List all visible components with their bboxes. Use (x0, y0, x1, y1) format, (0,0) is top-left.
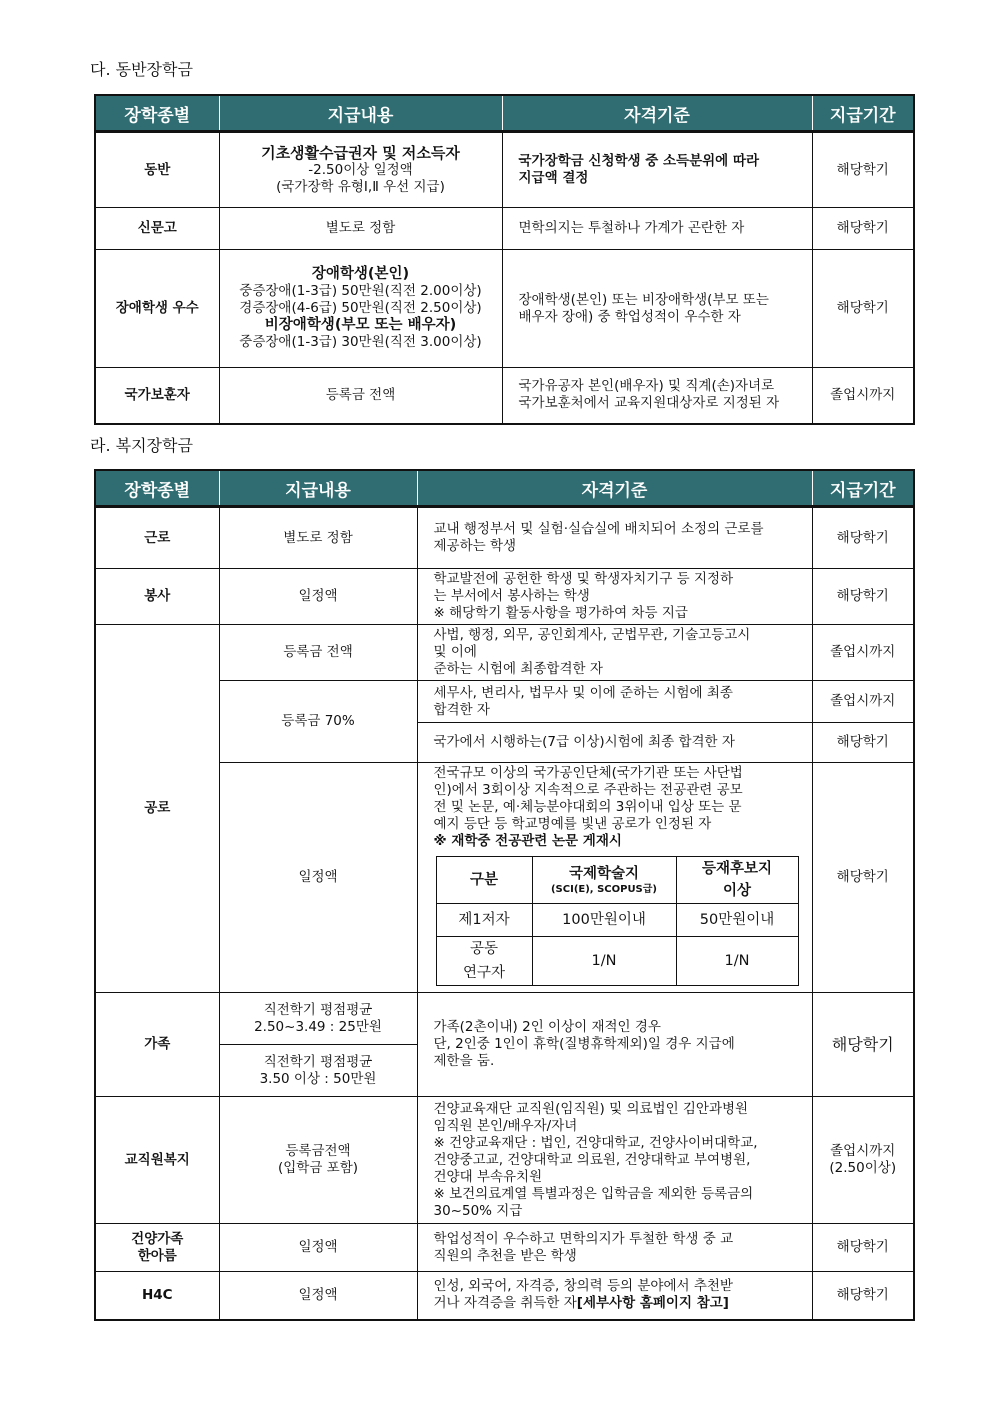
table-row (95, 569, 914, 625)
kind-cell: 신문고 (95, 208, 219, 250)
period-cell: 해당학기 (812, 507, 914, 569)
period-cell: 해당학기 (812, 993, 914, 1097)
inner-header-candidate-journal: 등재후보지 이상 (676, 857, 798, 904)
inner-header-intl-journal: 국제학술지 (SCI(E), SCOPUS급) (532, 857, 676, 904)
criteria-cell: 학교발전에 공헌한 학생 및 학생자치기구 등 지정하 는 부서에서 봉사하는 학생 ※ 해당학기 활동사항을 평가하여 차등 지급 (417, 569, 812, 625)
period-cell: 졸업시까지 (812, 625, 914, 681)
kind-cell: 공로 (95, 625, 219, 993)
inner-cell: 공동 연구자 (436, 937, 532, 986)
criteria-cell: 사법, 행정, 외무, 공인회계사, 군법무관, 기술고등고시 및 이에 준하는 시험에 최종합격한 자 (417, 625, 812, 681)
header-content: 지급내용 (219, 470, 417, 507)
header-criteria: 자격기준 (502, 95, 812, 132)
kind-cell: 국가보훈자 (95, 368, 219, 424)
period-cell: 해당학기 (812, 208, 914, 250)
welfare-scholarship-table (94, 469, 915, 1321)
kind-cell: 봉사 (95, 569, 219, 625)
header-criteria: 자격기준 (417, 470, 812, 507)
kind-cell: 동반 (95, 132, 219, 208)
content-cell: 직전학기 평점평균 2.50~3.49 : 25만원 (219, 993, 417, 1045)
content-cell: 일정액 (219, 1272, 417, 1320)
header-period: 지급기간 (812, 95, 914, 132)
content-cell: 별도로 정함 (219, 507, 417, 569)
table-row (95, 1272, 914, 1320)
content-cell: 일정액 (219, 1224, 417, 1272)
table-header-row (95, 470, 914, 507)
content-cell: 일정액 (219, 569, 417, 625)
table-header-row (95, 95, 914, 132)
period-cell: 졸업시까지 (812, 681, 914, 723)
header-period: 지급기간 (812, 470, 914, 507)
kind-cell: H4C (95, 1272, 219, 1320)
header-content: 지급내용 (219, 95, 502, 132)
content-cell: 일정액 (219, 763, 417, 993)
table-row (95, 507, 914, 569)
criteria-cell: 학업성적이 우수하고 면학의지가 투철한 학생 중 교 직원의 추천을 받은 학생 (417, 1224, 812, 1272)
criteria-cell: 건양교육재단 교직원(임직원) 및 의료법인 김안과병원 임직원 본인/배우자/자녀 ※ 건양교육재단 : 법인, 건양대학교, 건양사이버대학교, 건양중고교, 건양대학교 의료원, 건양대학교 부여병원, 건양대 부속유치원 ※ 보건의료계열 특별과정은 입학금을 제외한 등록금의 30~50% 지급 (417, 1097, 812, 1224)
table-row (95, 625, 914, 681)
table-row (95, 132, 914, 208)
inner-cell: 50만원이내 (676, 904, 798, 937)
header-kind: 장학종별 (95, 470, 219, 507)
inner-cell: 1/N (676, 937, 798, 986)
section-title-companion: 다. 동반장학금 (90, 60, 193, 79)
period-cell: 해당학기 (812, 763, 914, 993)
criteria-cell: 국가장학금 신청학생 중 소득분위에 따라 지급액 결정 (502, 132, 812, 208)
period-cell: 해당학기 (812, 1224, 914, 1272)
table-row (95, 250, 914, 368)
criteria-cell: 국가에서 시행하는(7급 이상)시험에 최종 합격한 자 (417, 723, 812, 763)
criteria-cell: 교내 행정부서 및 실험·실습실에 배치되어 소정의 근로를 제공하는 학생 (417, 507, 812, 569)
period-cell: 해당학기 (812, 250, 914, 368)
content-cell: 등록금 전액 (219, 625, 417, 681)
criteria-cell: 인성, 외국어, 자격증, 창의력 등의 분야에서 추천받 거나 자격증을 취득한 자[세부사항 홈페이지 참고] (417, 1272, 812, 1320)
section-title-welfare: 라. 복지장학금 (90, 436, 193, 455)
kind-cell: 건양가족 한아름 (95, 1224, 219, 1272)
inner-header-category: 구분 (436, 857, 532, 904)
content-cell: 등록금 전액 (219, 368, 502, 424)
content-cell: 별도로 정함 (219, 208, 502, 250)
content-cell: 장애학생(본인) 중증장애(1-3급) 50만원(직전 2.00이상) 경증장애(4-6급) 50만원(직전 2.50이상) 비장애학생(부모 또는 배우자) 중증장애(1-3급) 30만원(직전 3.00이상) (219, 250, 502, 368)
content-cell: 등록금전액 (입학금 포함) (219, 1097, 417, 1224)
paper-award-table (436, 856, 799, 986)
kind-cell: 장애학생 우수 (95, 250, 219, 368)
table-row (95, 208, 914, 250)
table-row (95, 1224, 914, 1272)
inner-cell: 100만원이내 (532, 904, 676, 937)
kind-cell: 근로 (95, 507, 219, 569)
kind-cell: 가족 (95, 993, 219, 1097)
criteria-cell: 가족(2촌이내) 2인 이상이 재적인 경우 단, 2인중 1인이 휴학(질병휴학제외)일 경우 지급에 제한을 둠. (417, 993, 812, 1097)
period-cell: 해당학기 (812, 569, 914, 625)
table-row (95, 993, 914, 1045)
content-cell: 기초생활수급권자 및 저소득자 -2.50이상 일정액 (국가장학 유형Ⅰ,Ⅱ 우선 지급) (219, 132, 502, 208)
table-row (95, 1097, 914, 1224)
companion-scholarship-table (94, 94, 915, 425)
criteria-cell: 면학의지는 투철하나 가계가 곤란한 자 (502, 208, 812, 250)
content-cell: 직전학기 평점평균 3.50 이상 : 50만원 (219, 1045, 417, 1097)
period-cell: 해당학기 (812, 132, 914, 208)
table-row (95, 368, 914, 424)
criteria-cell: 장애학생(본인) 또는 비장애학생(부모 또는 배우자 장애) 중 학업성적이 우수한 자 (502, 250, 812, 368)
criteria-cell: 세무사, 변리사, 법무사 및 이에 준하는 시험에 최종 합격한 자 (417, 681, 812, 723)
period-cell: 졸업시까지 (2.50이상) (812, 1097, 914, 1224)
content-cell: 등록금 70% (219, 681, 417, 763)
period-cell: 해당학기 (812, 723, 914, 763)
period-cell: 해당학기 (812, 1272, 914, 1320)
criteria-cell: 국가유공자 본인(배우자) 및 직계(손)자녀로 국가보훈처에서 교육지원대상자로 지정된 자 (502, 368, 812, 424)
inner-cell: 1/N (532, 937, 676, 986)
kind-cell: 교직원복지 (95, 1097, 219, 1224)
header-kind: 장학종별 (95, 95, 219, 132)
criteria-cell: 전국규모 이상의 국가공인단체(국가기관 또는 사단법 인)에서 3회이상 지속적으로 주관하는 전공관련 공모 전 및 논문, 예·체능분야대회의 3위이내 입상 또는 문 예지 등단 등 학교명예를 빛낸 공로가 인정된 자 ※ 재학중 전공관련 논문 게재시 구분 국제학술지 (SCI(E), SCOPUS급) 등재후보지 이상 제1저자 100만원이내 50만원이내 공동 연구자 1/N 1/N (417, 763, 812, 993)
inner-cell: 제1저자 (436, 904, 532, 937)
period-cell: 졸업시까지 (812, 368, 914, 424)
